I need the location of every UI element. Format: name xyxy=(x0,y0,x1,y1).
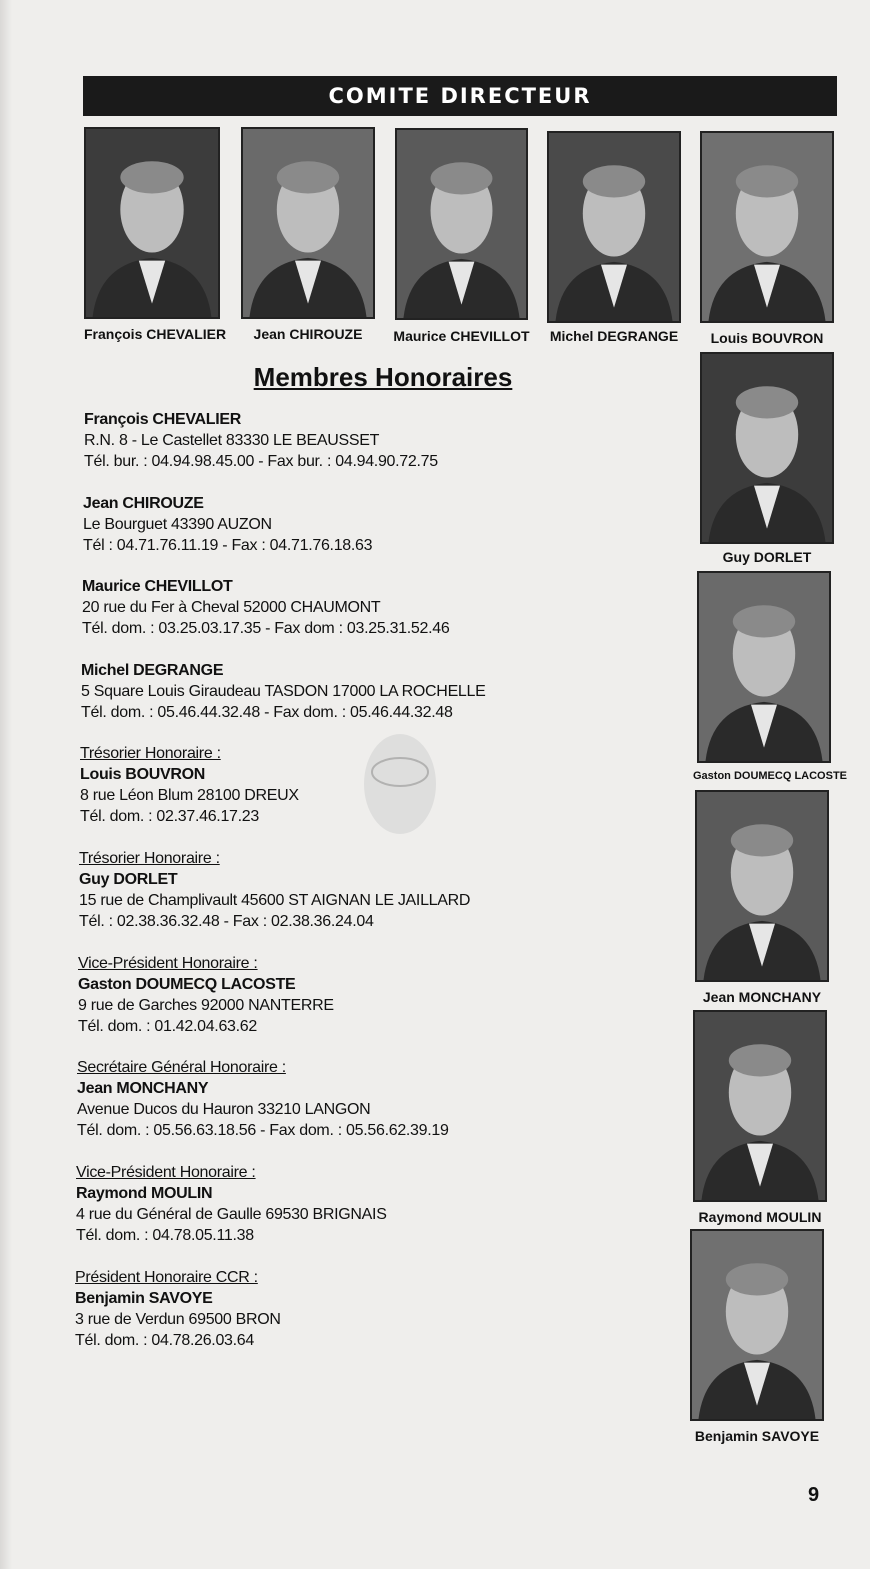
member-address: 8 rue Léon Blum 28100 DREUX xyxy=(80,787,299,804)
portrait-silhouette xyxy=(702,354,832,542)
member-name: Benjamin SAVOYE xyxy=(75,1290,213,1307)
portrait-silhouette xyxy=(697,792,827,980)
portrait-photo xyxy=(693,1010,827,1202)
member-phone: Tél. dom. : 03.25.03.17.35 - Fax dom : 03.25.31.52.46 xyxy=(82,620,450,637)
portrait-caption: François CHEVALIER xyxy=(84,326,227,342)
member-phone: Tél. : 02.38.36.32.48 - Fax : 02.38.36.24.04 xyxy=(79,913,374,930)
member-entry xyxy=(78,953,334,1037)
member-name: Jean CHIROUZE xyxy=(83,495,204,512)
portrait-silhouette xyxy=(702,133,832,321)
member-entry xyxy=(76,1162,387,1246)
portrait-caption: Michel DEGRANGE xyxy=(549,328,679,344)
member-entry xyxy=(81,660,486,723)
member-role: Trésorier Honoraire : xyxy=(79,850,220,867)
member-address: 3 rue de Verdun 69500 BRON xyxy=(75,1311,281,1328)
portrait-photo xyxy=(700,352,834,544)
portrait-photo xyxy=(695,790,829,982)
member-name: Raymond MOULIN xyxy=(76,1185,213,1202)
portrait-silhouette xyxy=(549,133,679,321)
member-address: 9 rue de Garches 92000 NANTERRE xyxy=(78,997,334,1014)
member-address: R.N. 8 - Le Castellet 83330 LE BEAUSSET xyxy=(84,432,380,449)
member-address: Avenue Ducos du Hauron 33210 LANGON xyxy=(77,1101,371,1118)
portrait-caption: Guy DORLET xyxy=(722,549,812,565)
member-entry xyxy=(80,743,299,827)
member-phone: Tél. dom. : 01.42.04.63.62 xyxy=(78,1018,257,1035)
portrait-photo xyxy=(690,1229,824,1421)
portrait-caption: Louis BOUVRON xyxy=(710,330,824,346)
member-name: Jean MONCHANY xyxy=(77,1080,209,1097)
member-address: 15 rue de Champlivault 45600 ST AIGNAN LE JAILLARD xyxy=(79,892,471,909)
member-role: Président Honoraire CCR : xyxy=(75,1269,258,1286)
portrait-caption: Raymond MOULIN xyxy=(698,1209,822,1225)
member-phone: Tél. dom. : 05.56.63.18.56 - Fax dom. : 05.56.62.39.19 xyxy=(77,1122,449,1139)
member-address: Le Bourguet 43390 AUZON xyxy=(83,516,272,533)
member-name: Michel DEGRANGE xyxy=(81,662,224,679)
member-address: 5 Square Louis Giraudeau TASDON 17000 LA ROCHELLE xyxy=(81,683,486,700)
member-entry xyxy=(83,493,372,556)
member-name: François CHEVALIER xyxy=(84,411,241,428)
member-phone: Tél. dom. : 02.37.46.17.23 xyxy=(80,808,259,825)
section-banner: COMITE DIRECTEUR xyxy=(83,76,837,116)
member-name: Maurice CHEVILLOT xyxy=(82,578,233,595)
member-phone: Tél. bur. : 04.94.98.45.00 - Fax bur. : 04.94.90.72.75 xyxy=(84,453,438,470)
portrait-silhouette xyxy=(397,130,526,318)
portrait-photo xyxy=(697,571,831,763)
portrait-photo xyxy=(547,131,681,323)
member-role: Secrétaire Général Honoraire : xyxy=(77,1059,286,1076)
portrait-caption: Jean CHIROUZE xyxy=(253,326,363,342)
member-role: Vice-Président Honoraire : xyxy=(76,1164,256,1181)
portrait-photo xyxy=(84,127,220,319)
portrait-photo xyxy=(700,131,834,323)
member-phone: Tél. dom. : 05.46.44.32.48 - Fax dom. : 05.46.44.32.48 xyxy=(81,704,453,721)
member-entry xyxy=(79,848,470,932)
portrait-photo xyxy=(395,128,528,320)
member-name: Gaston DOUMECQ LACOSTE xyxy=(78,976,296,993)
page-edge xyxy=(0,0,12,1569)
portrait-caption: Gaston DOUMECQ LACOSTE xyxy=(693,770,848,782)
member-entry xyxy=(77,1057,449,1141)
member-phone: Tél. dom. : 04.78.05.11.38 xyxy=(76,1227,254,1244)
member-address: 20 rue du Fer à Cheval 52000 CHAUMONT xyxy=(82,599,381,616)
member-name: Louis BOUVRON xyxy=(80,766,205,783)
portrait-silhouette xyxy=(695,1012,825,1200)
member-address: 4 rue du Général de Gaulle 69530 BRIGNAIS xyxy=(76,1206,387,1223)
portrait-photo xyxy=(241,127,375,319)
portrait-silhouette xyxy=(243,129,373,317)
member-entry xyxy=(84,409,438,472)
portrait-caption: Jean MONCHANY xyxy=(702,989,822,1005)
member-name: Guy DORLET xyxy=(79,871,178,888)
member-entry xyxy=(75,1267,281,1351)
member-phone: Tél. dom. : 04.78.26.03.64 xyxy=(75,1332,254,1349)
section-title: Membres Honoraires xyxy=(253,362,513,392)
member-role: Vice-Président Honoraire : xyxy=(78,955,258,972)
member-entry xyxy=(82,576,449,639)
portrait-caption: Maurice CHEVILLOT xyxy=(393,328,530,344)
member-role: Trésorier Honoraire : xyxy=(80,745,221,762)
portrait-caption: Benjamin SAVOYE xyxy=(694,1428,820,1444)
watermark-logo xyxy=(362,732,512,838)
portrait-silhouette xyxy=(692,1231,822,1419)
member-phone: Tél : 04.71.76.11.19 - Fax : 04.71.76.18.63 xyxy=(83,537,373,554)
portrait-silhouette xyxy=(86,129,218,317)
page-number: 9 xyxy=(808,1484,820,1506)
portrait-silhouette xyxy=(699,573,829,761)
